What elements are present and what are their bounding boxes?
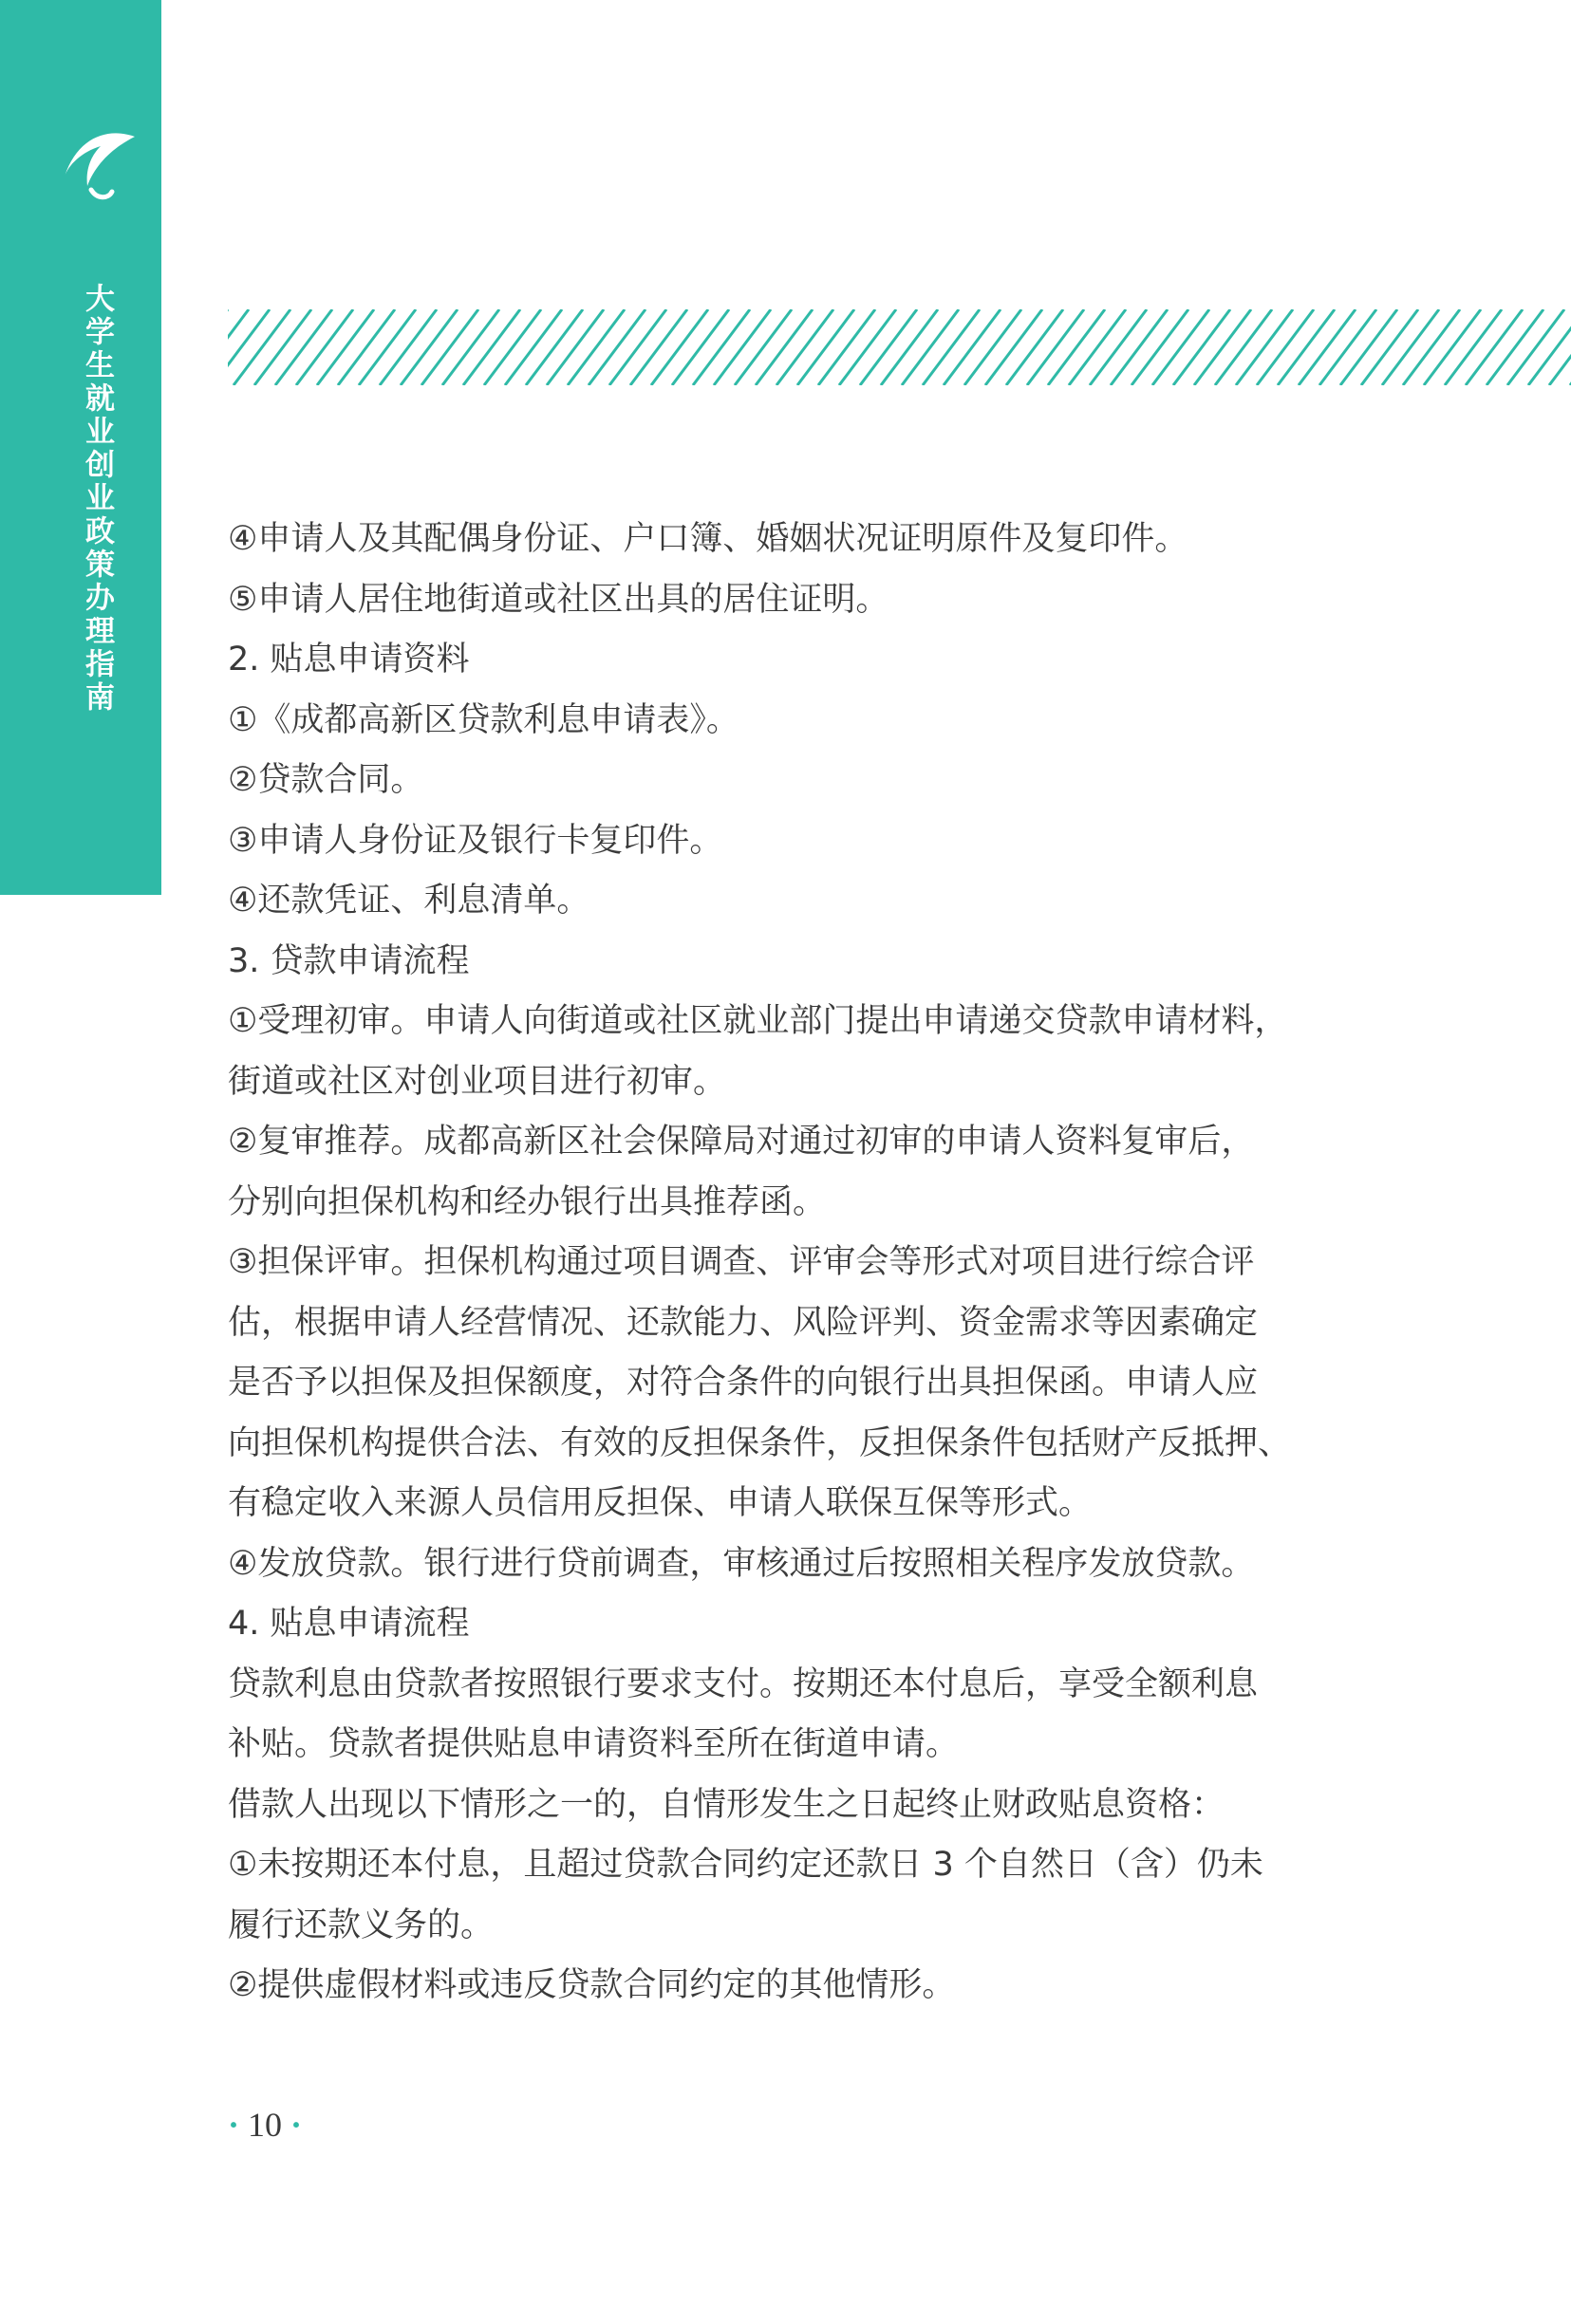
text-line: 贷款利息由贷款者按照银行要求支付。按期还本付息后，享受全额利息 (228, 1664, 1259, 1703)
sidebar-title: 大学生就业创业政策办理指南 (80, 283, 114, 715)
text-line: ①受理初审。申请人向街道或社区就业部门提出申请递交贷款申请材料， (228, 1002, 1288, 1040)
text-line: 是否予以担保及担保额度，对符合条件的向银行出具担保函。申请人应 (228, 1364, 1259, 1402)
text-line: 有稳定收入来源人员信用反担保、申请人联保互保等形式。 (228, 1484, 1093, 1522)
text-line: ⑤申请人居住地街道或社区出具的居住证明。 (228, 580, 889, 619)
text-line: ②复审推荐。成都高新区社会保障局对通过初审的申请人资料复审后， (228, 1123, 1255, 1161)
text-line: 街道或社区对创业项目进行初审。 (228, 1062, 727, 1101)
text-line: 2. 贴息申请资料 (228, 641, 470, 679)
text-line: ②贷款合同。 (228, 761, 424, 799)
hatch-line (1549, 309, 1571, 385)
text-line: 3. 贷款申请流程 (228, 941, 470, 980)
text-line: ④申请人及其配偶身份证、户口簿、婚姻状况证明原件及复印件。 (228, 520, 1188, 558)
text-line: 借款人出现以下情形之一的，自情形发生之日起终止财政贴息资格： (228, 1785, 1225, 1824)
text-line: 向担保机构提供合法、有效的反担保条件，反担保条件包括财产反抵押、 (228, 1423, 1292, 1462)
text-line: ③担保评审。担保机构通过项目调查、评审会等形式对项目进行综合评 (228, 1243, 1255, 1281)
text-line: ①《成都高新区贷款利息申请表》。 (228, 700, 739, 739)
text-line: ①未按期还本付息，且超过贷款合同约定还款日 3 个自然日（含）仍未 (228, 1846, 1263, 1884)
text-line: 估，根据申请人经营情况、还款能力、风险评判、资金需求等因素确定 (228, 1303, 1259, 1342)
text-line: ②提供虚假材料或违反贷款合同约定的其他情形。 (228, 1966, 956, 2004)
text-line: 补贴。贷款者提供贴息申请资料至所在街道申请。 (228, 1725, 960, 1763)
decorative-hatch-band (228, 309, 1571, 385)
text-line: 履行还款义务的。 (228, 1906, 495, 1944)
text-line: 4. 贴息申请流程 (228, 1605, 470, 1643)
page-number-value: 10 (248, 2106, 283, 2144)
document-body (228, 510, 1329, 2017)
text-line: ④发放贷款。银行进行贷前调查，审核通过后按照相关程序发放贷款。 (228, 1544, 1255, 1583)
page-number-dot-right: · (290, 2106, 303, 2144)
text-line: 分别向担保机构和经办银行出具推荐函。 (228, 1182, 827, 1221)
leaf-swoosh-icon (59, 123, 139, 203)
text-line: ③申请人身份证及银行卡复印件。 (228, 821, 723, 860)
sidebar-band (0, 0, 161, 895)
page-number (228, 2105, 302, 2145)
text-line: ④还款凭证、利息清单。 (228, 882, 590, 920)
hatch-line (228, 309, 249, 385)
page-number-dot-left: · (228, 2106, 240, 2144)
